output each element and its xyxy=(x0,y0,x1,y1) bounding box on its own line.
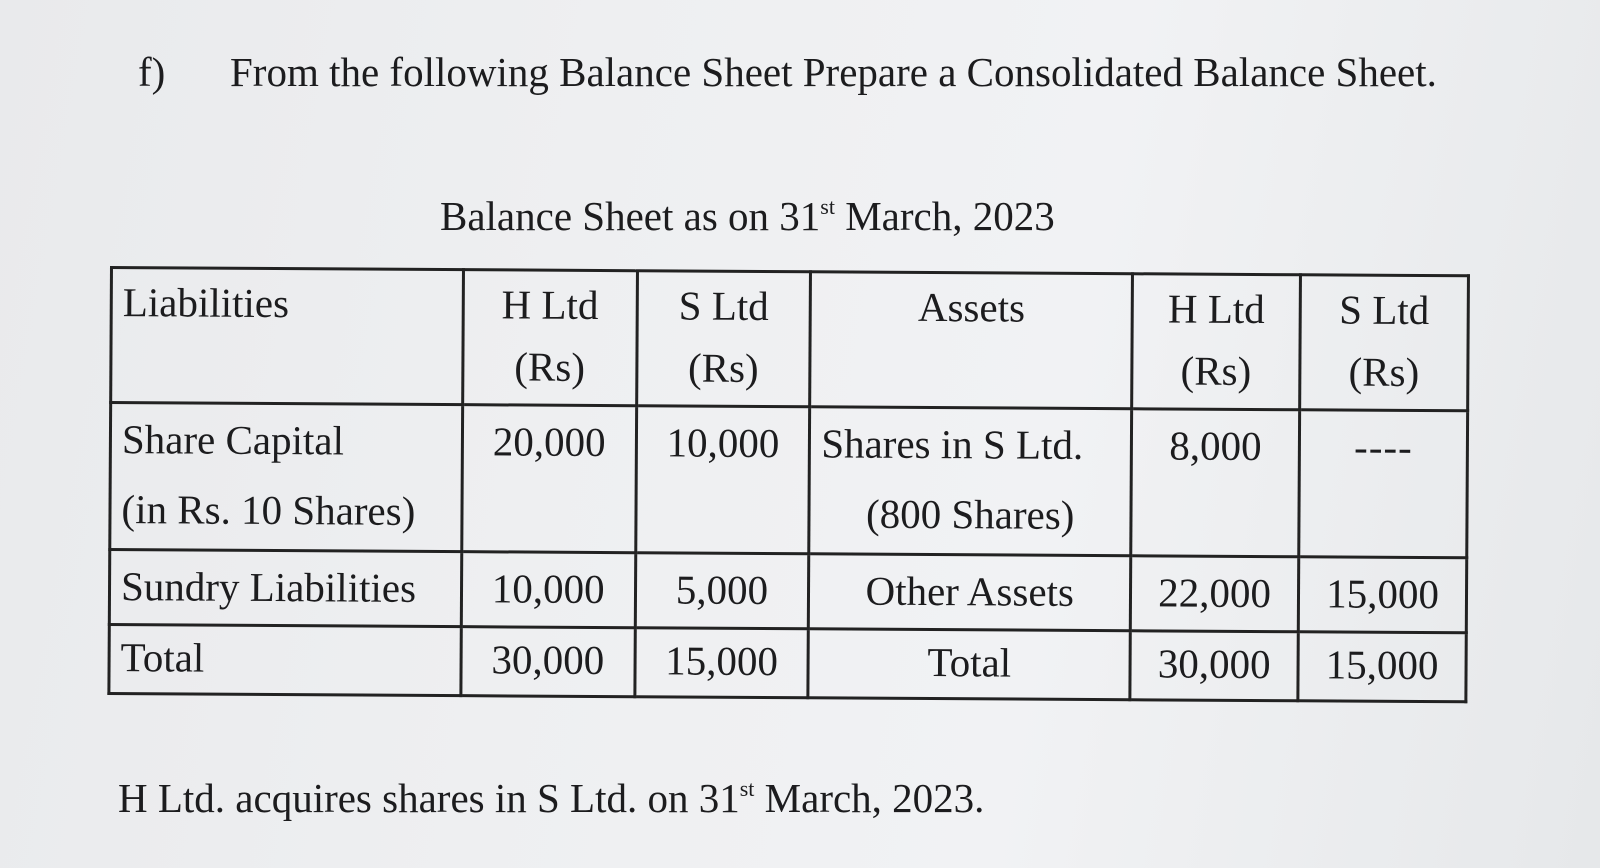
liability-line-2: (in Rs. 10 Shares) xyxy=(121,486,416,534)
cell-liability xyxy=(110,403,463,552)
header-assets-s-ltd-unit: (Rs) xyxy=(1348,348,1420,395)
question-heading xyxy=(138,48,1437,96)
header-h-ltd-unit: (Rs) xyxy=(514,343,586,390)
balance-sheet-title xyxy=(440,192,1055,240)
cell-asset xyxy=(809,407,1132,556)
header-assets-s-ltd-label: S Ltd xyxy=(1339,286,1430,334)
title-superscript: st xyxy=(820,194,835,219)
asset-line-2: (800 Shares) xyxy=(865,490,1075,538)
cell-s-ltd: 5,000 xyxy=(635,553,809,629)
header-liabilities xyxy=(111,268,464,405)
header-assets-h-ltd-unit: (Rs) xyxy=(1180,347,1252,394)
table-row-share-capital xyxy=(110,403,1468,558)
header-assets-s-ltd xyxy=(1300,275,1469,411)
title-prefix: Balance Sheet as on 31 xyxy=(440,193,821,239)
cell-h-ltd: 30,000 xyxy=(461,627,635,697)
cell-asset: Total xyxy=(808,629,1130,700)
cell-assets-h-ltd: 30,000 xyxy=(1130,631,1298,701)
cell-s-ltd: 10,000 xyxy=(635,406,810,554)
header-assets xyxy=(810,272,1133,409)
title-suffix: March, 2023 xyxy=(834,193,1055,239)
liability-line-1: Share Capital xyxy=(121,416,345,464)
cell-h-ltd: 10,000 xyxy=(461,552,635,628)
cell-h-ltd: 20,000 xyxy=(462,405,637,553)
question-text: From the following Balance Sheet Prepare a Consolidated Balance Sheet. xyxy=(230,49,1437,95)
table-row-sundry-liabilities xyxy=(109,550,1466,633)
balance-sheet-table xyxy=(107,266,1470,703)
cell-assets-s-ltd: 15,000 xyxy=(1298,632,1466,702)
header-assets-label: Assets xyxy=(917,283,1026,331)
cell-assets-h-ltd: 8,000 xyxy=(1131,409,1300,557)
question-label: f) xyxy=(138,49,166,95)
cell-asset: Other Assets xyxy=(809,554,1131,631)
cell-assets-s-ltd: ---- xyxy=(1299,410,1468,558)
note-suffix: March, 2023. xyxy=(754,775,985,821)
cell-liability: Total xyxy=(109,625,461,696)
header-s-ltd-label: S Ltd xyxy=(678,282,769,330)
header-h-ltd-label: H Ltd xyxy=(501,281,599,328)
table-row-total xyxy=(109,625,1466,702)
asset-line-1: Shares in S Ltd. xyxy=(821,420,1084,468)
cell-assets-h-ltd: 22,000 xyxy=(1130,556,1298,632)
acquisition-note xyxy=(118,774,984,822)
cell-assets-s-ltd: 15,000 xyxy=(1298,557,1466,633)
header-h-ltd xyxy=(463,270,638,406)
header-assets-h-ltd-label: H Ltd xyxy=(1167,285,1265,333)
cell-liability: Sundry Liabilities xyxy=(109,550,461,627)
cell-s-ltd: 15,000 xyxy=(634,628,808,698)
header-assets-h-ltd xyxy=(1132,274,1301,410)
header-liabilities-label: Liabilities xyxy=(122,279,290,327)
note-prefix: H Ltd. acquires shares in S Ltd. on 31 xyxy=(118,775,740,821)
table-header-row xyxy=(111,268,1469,411)
header-s-ltd-unit: (Rs) xyxy=(687,344,759,391)
note-superscript: st xyxy=(739,776,755,801)
header-s-ltd xyxy=(636,271,811,407)
